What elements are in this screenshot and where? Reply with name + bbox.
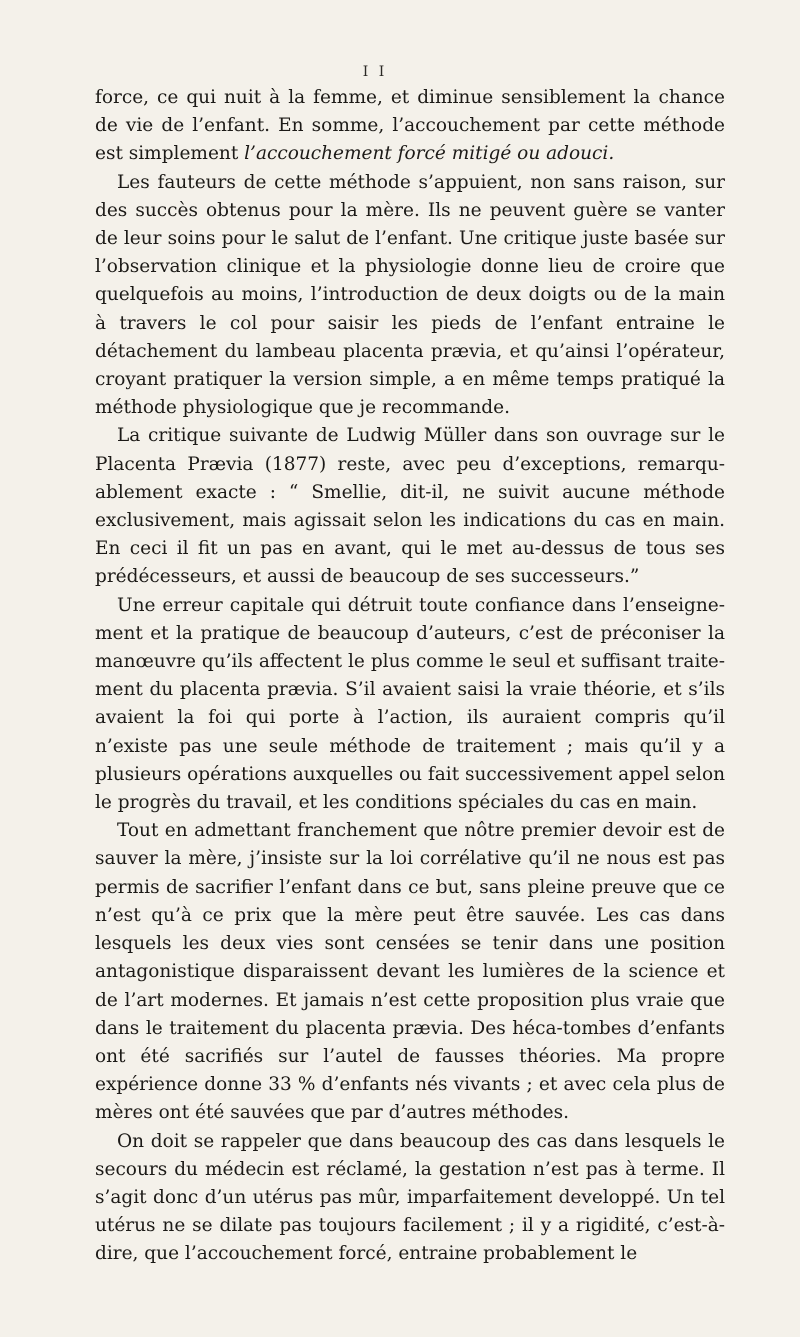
paragraph-2: Les fauteurs de cette méthode s’appuient, non sans raison, sur des succès obtenus pour la mère. Ils ne peuvent guère se vanter de leur soins pour le salut de l’enfant. Une critique juste basée sur l’observation clinique et la physiologie donne lieu de croire que quelquefois au moins, l’introduction de deux doigts ou de la main à travers le col pour saisir les pieds de l’enfant entraine le détachement du lambeau placenta prævia, et qu’ainsi l’opérateur, croyant pratiquer la version simple, a en même temps pratiqué la méthode physiologique que je recommande. — [95, 171, 725, 419]
paragraph-1 — [95, 84, 725, 169]
paragraph-1-italic: l’accouchement forcé mitigé ou adouci. — [244, 143, 615, 165]
paragraph-5: Tout en admettant franchement que nôtre premier devoir est de sauver la mère, j’insiste sur la loi corrélative qu’il ne nous est pas permis de sacrifier l’enfant dans ce but, sans pleine preuve que ce n’est qu’à ce prix que la mère peut être sauvée. Les cas dans lesquels les deux vies sont censées se tenir dans une position antagonistique disparaissent devant les lumières de la science et de l’art modernes. Et jamais n’est cette proposition plus vraie que dans le traitement du placenta prævia. Des héca-tombes d’enfants ont été sacrifiés sur l’autel de fausses théories. Ma propre expérience donne 33 % d’enfants nés vivants ; et avec cela plus de mères ont été sauvées que par d’autres méthodes. — [95, 820, 725, 1124]
paragraph-3: La critique suivante de Ludwig Müller dans son ouvrage sur le Placenta Prævia (1877) reste, avec peu d’exceptions, remarqu-ablement exacte : “ Smellie, dit-il, ne suivit aucune méthode exclusivement, mais agissait selon les indications du cas en main. En ceci il fit un pas en avant, qui le met au-dessus de tous ses prédécesseurs, et aussi de beaucoup de ses successeurs.” — [95, 425, 725, 588]
paragraph-6: On doit se rappeler que dans beaucoup des cas dans lesquels le secours du médecin est réclamé, la gestation n’est pas à terme. Il s’agit donc d’un utérus pas mûr, imparfaitement developpé. Un tel utérus ne se dilate pas toujours facilement ; il y a rigidité, c’est-à-dire, que l’accouchement forcé, entraine probablement le — [95, 1130, 725, 1265]
body-text — [95, 84, 725, 1269]
paragraph-1-text: force, ce qui nuit à la femme, et diminue sensiblement la chance de vie de l’enfant. En somme, l’accouchement par cette méthode est simplement — [95, 87, 725, 165]
paragraph-4: Une erreur capitale qui détruit toute confiance dans l’enseigne-ment et la pratique de beaucoup d’auteurs, c’est de préconiser la manœuvre qu’ils affectent le plus comme le seul et suffisant traite-ment du placenta prævia. S’il avaient saisi la vraie théorie, et s’ils avaient la foi qui porte à l’action, ils auraient compris qu’il n’existe pas une seule méthode de traitement ; mais qu’il y a plusieurs opérations auxquelles ou fait successivement appel selon le progrès du travail, et les conditions spéciales du cas en main. — [95, 594, 726, 814]
page-number: I I — [362, 64, 388, 80]
